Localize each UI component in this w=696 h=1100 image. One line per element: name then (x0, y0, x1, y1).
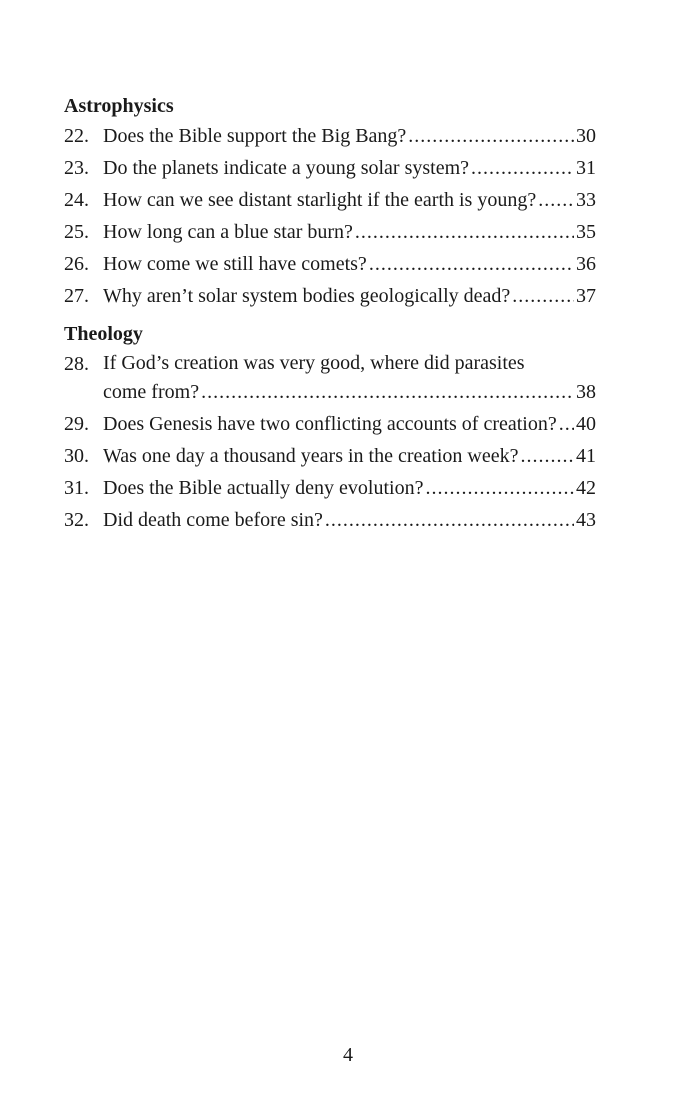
entry-page-number: 37 (576, 285, 596, 307)
entry-page-number: 31 (576, 157, 596, 179)
entry-title: Do the planets indicate a young solar system? (103, 157, 470, 179)
entry-number: 27. (64, 285, 89, 307)
entry-number: 28. (64, 353, 89, 375)
entry-page-number: 35 (576, 221, 596, 243)
table-of-contents (64, 92, 596, 536)
theology-entry-list (64, 348, 596, 536)
entry-number: 22. (64, 125, 89, 147)
entry-number: 31. (64, 477, 89, 499)
entry-title: Was one day a thousand years in the creation week? (103, 445, 519, 467)
entry-number: 23. (64, 157, 89, 179)
toc-entry-30 (64, 440, 596, 472)
entry-title: Why aren’t solar system bodies geologically dead? (103, 285, 511, 307)
dot-leader (408, 120, 574, 152)
entry-page-number: 36 (576, 253, 596, 275)
entry-title: How come we still have comets? (103, 253, 367, 275)
section-heading-theology: Theology (64, 323, 143, 345)
toc-entry-29 (64, 408, 596, 440)
entry-page-number: 41 (576, 445, 596, 467)
astrophysics-entry-list (64, 120, 596, 312)
entry-page-number: 30 (576, 125, 596, 147)
toc-entry-22 (64, 120, 596, 152)
toc-entry-32 (64, 504, 596, 536)
entry-number: 24. (64, 189, 89, 211)
section-heading-astrophysics: Astrophysics (64, 95, 174, 117)
toc-entry-26 (64, 248, 596, 280)
entry-number: 25. (64, 221, 89, 243)
entry-number: 26. (64, 253, 89, 275)
entry-title: Did death come before sin? (103, 509, 323, 531)
entry-page-number: 42 (576, 477, 596, 499)
dot-leader (369, 248, 574, 280)
entry-number: 29. (64, 413, 89, 435)
entry-page-number: 38 (576, 381, 596, 403)
entry-title-line-1: If God’s creation was very good, where did parasites (103, 352, 525, 374)
page-number: 4 (343, 1044, 353, 1066)
dot-leader (425, 472, 574, 504)
dot-leader (355, 216, 574, 248)
entry-title: Does the Bible support the Big Bang? (103, 125, 407, 147)
dot-leader (201, 376, 574, 408)
dot-leader (471, 152, 574, 184)
entry-title: Does Genesis have two conflicting accounts of creation? (103, 413, 557, 435)
entry-title: How can we see distant starlight if the earth is young? (103, 189, 537, 211)
entry-title: How long can a blue star burn? (103, 221, 353, 243)
toc-entry-23 (64, 152, 596, 184)
dot-leader (325, 504, 574, 536)
entry-number: 30. (64, 445, 89, 467)
entry-page-number: 40 (576, 413, 596, 435)
toc-entry-31 (64, 472, 596, 504)
entry-page-number: 33 (576, 189, 596, 211)
dot-leader (512, 280, 574, 312)
entry-page-number: 43 (576, 509, 596, 531)
dot-leader (538, 184, 574, 216)
entry-title: come from? (103, 381, 200, 403)
toc-entry-25 (64, 216, 596, 248)
dot-leader (559, 408, 574, 440)
entry-number: 32. (64, 509, 89, 531)
toc-entry-28 (64, 348, 596, 408)
entry-title: Does the Bible actually deny evolution? (103, 477, 424, 499)
dot-leader (520, 440, 574, 472)
toc-entry-24 (64, 184, 596, 216)
toc-entry-27 (64, 280, 596, 312)
